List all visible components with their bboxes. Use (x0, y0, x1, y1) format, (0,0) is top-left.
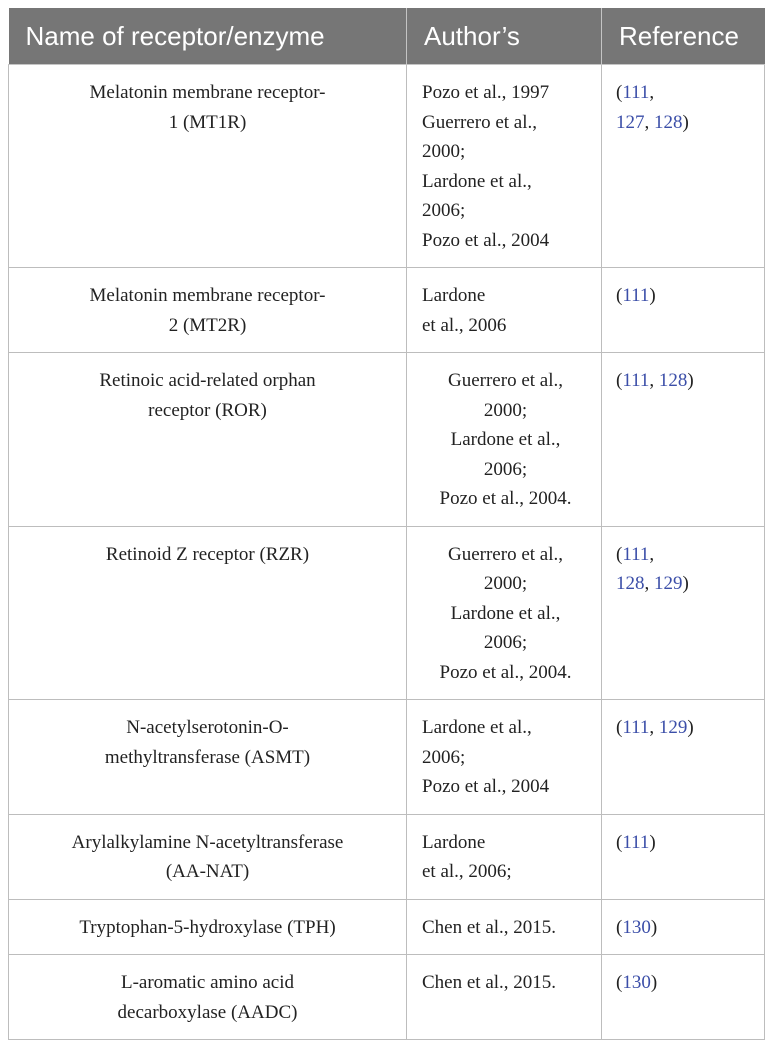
citation-punctuation: , (649, 82, 655, 103)
receptor-name-line: methyltransferase (ASMT) (104, 746, 311, 768)
reference-cell (602, 814, 765, 899)
author-line: Guerrero et al., (448, 370, 563, 391)
citation-punctuation: ) (682, 573, 689, 594)
table-row (9, 955, 765, 1040)
citation-punctuation: ( (616, 82, 623, 103)
reference-line (616, 569, 756, 599)
receptor-name-cell (9, 268, 407, 353)
authors-cell (407, 353, 602, 527)
citation-punctuation: , (649, 543, 655, 565)
author-line: et al., 2006 (422, 314, 507, 336)
citation-punctuation: ) (649, 831, 656, 853)
table-row (9, 65, 765, 268)
reference-line (616, 913, 756, 943)
author-line: 2006; (483, 458, 528, 480)
receptor-name-cell (9, 955, 407, 1040)
citation-punctuation: ( (616, 543, 623, 565)
author-line: Chen et al., 2015. (422, 972, 557, 993)
reference-line (616, 366, 756, 396)
citation-punctuation: ) (682, 111, 689, 133)
citation-punctuation: ) (687, 717, 694, 738)
receptor-name-line: receptor (ROR) (148, 399, 267, 421)
citation-punctuation: , (649, 370, 659, 391)
author-line: Lardone et al., (422, 170, 532, 192)
authors-cell (407, 268, 602, 353)
author-line: Guerrero et al., (448, 543, 563, 565)
author-line: 2006; (483, 632, 528, 653)
citation-punctuation: ( (616, 370, 623, 391)
receptor-name-line: Tryptophan-5-hydroxylase (TPH) (79, 916, 336, 938)
author-line: Pozo et al., 2004. (439, 488, 572, 509)
receptor-name-line: Arylalkylamine N-acetyltransferase (71, 831, 344, 853)
table-row (9, 700, 765, 815)
authors-cell (407, 899, 602, 955)
citation-punctuation: ) (649, 285, 656, 306)
author-line: Lardone et al., (450, 602, 561, 624)
author-line: Lardone et al., (422, 717, 532, 738)
author-line: Pozo et al., 1997 (422, 82, 550, 103)
table-row (9, 268, 765, 353)
receptor-name-cell (9, 353, 407, 527)
reference-cell (602, 353, 765, 527)
receptor-name-cell (9, 814, 407, 899)
citation-link[interactable]: 128 (616, 573, 645, 594)
header-authors: Author’s (407, 8, 602, 65)
citation-link[interactable]: 129 (654, 573, 683, 594)
header-row (9, 8, 765, 65)
reference-cell (602, 268, 765, 353)
author-line: 2006; (422, 746, 466, 768)
citation-link[interactable]: 111 (622, 543, 650, 565)
reference-line (616, 540, 756, 570)
receptor-name-line: N-acetylserotonin-O- (126, 717, 289, 738)
author-line: Chen et al., 2015. (422, 916, 557, 938)
reference-cell (602, 899, 765, 955)
author-line: et al., 2006; (422, 861, 512, 882)
receptor-name-cell (9, 899, 407, 955)
authors-cell (407, 814, 602, 899)
receptor-name-line: Melatonin membrane receptor- (89, 82, 326, 103)
table-row (9, 814, 765, 899)
citation-link[interactable]: 111 (622, 285, 650, 306)
citation-punctuation: ) (687, 370, 694, 391)
authors-cell (407, 700, 602, 815)
authors-cell (407, 65, 602, 268)
receptor-name-line: 2 (MT2R) (168, 314, 247, 336)
reference-cell (602, 955, 765, 1040)
header-reference: Reference (602, 8, 765, 65)
citation-link[interactable]: 129 (658, 717, 688, 738)
receptor-name-cell (9, 65, 407, 268)
receptor-name-line: Retinoid Z receptor (RZR) (105, 543, 310, 565)
author-line: Pozo et al., 2004 (422, 776, 550, 797)
citation-link[interactable]: 111 (622, 82, 650, 103)
citation-link[interactable]: 127 (616, 111, 645, 133)
citation-punctuation: ( (616, 831, 623, 853)
citation-link[interactable]: 111 (622, 370, 650, 391)
receptor-name-line: 1 (MT1R) (168, 111, 247, 133)
citation-link[interactable]: 128 (654, 111, 683, 133)
author-line: Lardone et al., (450, 429, 561, 450)
reference-line (616, 281, 756, 311)
citation-link[interactable]: 130 (622, 916, 651, 938)
citation-punctuation: ) (650, 916, 658, 938)
reference-line (616, 713, 756, 743)
authors-cell (407, 526, 602, 700)
receptor-name-line: Melatonin membrane receptor- (89, 285, 326, 306)
citation-punctuation: ( (616, 717, 623, 738)
table-header (9, 8, 765, 65)
author-line: Pozo et al., 2004 (422, 229, 550, 251)
table-row (9, 526, 765, 700)
citation-link[interactable]: 111 (622, 831, 650, 853)
receptor-name-cell (9, 526, 407, 700)
author-line: 2000; (483, 573, 528, 594)
author-line: Pozo et al., 2004. (439, 661, 572, 683)
citation-link[interactable]: 128 (658, 370, 688, 391)
citation-punctuation: , (644, 573, 654, 594)
receptor-name-line: L-aromatic amino acid (120, 972, 295, 993)
citation-punctuation: ) (650, 972, 658, 993)
citation-punctuation: ( (616, 285, 623, 306)
reference-line (616, 108, 756, 138)
reference-line (616, 968, 756, 998)
author-line: Guerrero et al., (422, 111, 537, 133)
table-row (9, 353, 765, 527)
header-name: Name of receptor/enzyme (9, 8, 407, 65)
citation-link[interactable]: 130 (622, 972, 651, 993)
citation-punctuation: ( (616, 972, 623, 993)
receptor-name-line: Retinoic acid-related orphan (99, 370, 316, 391)
receptor-name-cell (9, 700, 407, 815)
receptor-table (8, 8, 765, 1040)
author-line: 2000; (483, 399, 528, 421)
author-line: Lardone (422, 831, 486, 853)
receptor-name-line: decarboxylase (AADC) (117, 1001, 298, 1023)
table-body (9, 65, 765, 1040)
author-line: 2000; (422, 141, 466, 162)
citation-punctuation: , (649, 717, 659, 738)
citation-link[interactable]: 111 (622, 717, 650, 738)
author-line: 2006; (422, 200, 466, 221)
authors-cell (407, 955, 602, 1040)
reference-line (616, 828, 756, 858)
reference-line (616, 78, 756, 108)
citation-punctuation: ( (616, 916, 623, 938)
reference-cell (602, 700, 765, 815)
citation-punctuation: , (644, 111, 654, 133)
author-line: Lardone (422, 285, 486, 306)
table-row (9, 899, 765, 955)
receptor-name-line: (AA-NAT) (165, 861, 250, 882)
reference-cell (602, 65, 765, 268)
reference-cell (602, 526, 765, 700)
